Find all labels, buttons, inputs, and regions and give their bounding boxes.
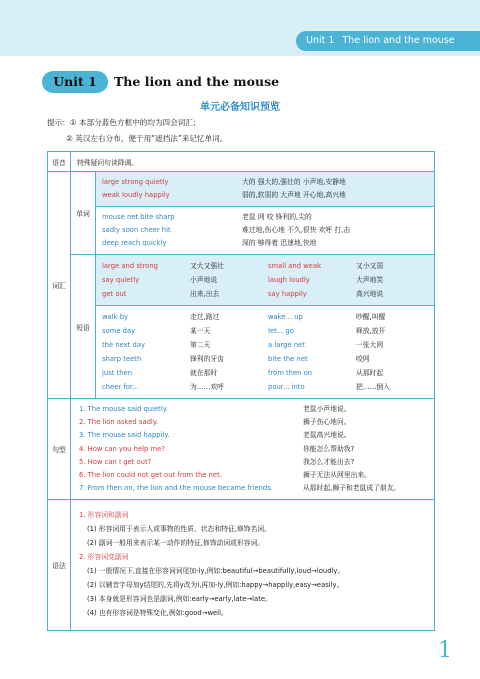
section-subtitle: 单元必备知识预览 — [200, 102, 280, 113]
phrases-group-1 — [96, 255, 435, 306]
phrase-row: walk by 走过,路过 wake... up 吵醒,叫醒 — [102, 313, 386, 321]
grammar-heading-2: 2. 形容词变副词 — [79, 553, 129, 562]
grammar-line: (1) 一般情况下,直接在形容词词尾加-ly,例如:beautiful→beautifully,loud→loudly。 — [87, 567, 345, 576]
sentence-row: 1. The mouse said quietly. 老鼠小声地说。 — [79, 405, 351, 413]
phrase-row: say quietly 小声地说 laugh loudly 大声地笑 — [102, 276, 384, 284]
phrase-row: get out 出来,出去 say happily 高兴地说 — [102, 290, 384, 298]
unit-title: The lion and the mouse — [114, 74, 280, 89]
word-row: large strong quietly 大的 强大的,强壮的 小声地,安静地 — [102, 178, 346, 186]
sentence-row: 7. From then on, the lion and the mouse became friends. 从那时起,狮子和老鼠成了朋友。 — [79, 484, 401, 493]
sub-label-danci: 单词 — [71, 172, 96, 255]
unit-badge: Unit 1 — [42, 71, 108, 93]
grammar-line: (2) 副词一般用来表示某一动作的特征,修饰动词或形容词。 — [87, 539, 265, 548]
phrase-row: just then 就在那时 from then on 从那时起 — [102, 369, 384, 377]
section-label-yuyin: 语音 — [48, 152, 71, 172]
sub-label-duanyu: 短语 — [71, 255, 96, 399]
sentence-row: 6. The lion could not get out from the net. 狮子无法从网里出来。 — [79, 471, 371, 480]
header-unit: Unit 1 — [306, 35, 335, 46]
word-row: sadly soon cheer hit 难过地,伤心地 不久,很快 欢呼 打,击 — [102, 226, 351, 234]
phrase-row: cheer for... 为……欢呼 pour... into 把……倒入 — [102, 383, 390, 391]
words-group-1 — [96, 172, 435, 207]
word-row: weak loudly happily 弱的,软弱的 大声地 开心地,高兴地 — [102, 191, 346, 199]
section-label-yufa: 语法 — [48, 500, 71, 631]
page-header — [0, 0, 480, 56]
grammar-line: (1) 形容词用于表示人或事物的性质、状态和特征,修饰名词。 — [87, 525, 271, 534]
tip-line-1: 提示：① 本部分蓝色方框中的均为四会词汇； — [47, 118, 201, 127]
phrase-row: large and strong 又大又强壮 small and weak 又小又弱 — [102, 262, 384, 270]
yuyin-text: 特殊疑问句读降调。 — [71, 152, 435, 172]
grammar-block — [71, 500, 435, 631]
tip-line-2: ② 英汉左右分布，便于用“遮挡法”来记忆单词。 — [66, 134, 228, 143]
header-tab — [296, 31, 480, 51]
sentence-row: 2. The lion asked sadly. 狮子伤心地问。 — [79, 418, 351, 427]
word-row: deep reach quickly 深的 够得着 迅速地,快地 — [102, 239, 317, 247]
phrase-row: sharp teeth 锋利的牙齿 bite the net 咬网 — [102, 355, 370, 363]
header-title: The lion and the mouse — [342, 35, 455, 46]
phrases-group-2 — [96, 306, 435, 399]
knowledge-table — [47, 151, 435, 631]
word-row: mouse net bite sharp 老鼠 网 咬 锋利的,尖的 — [102, 213, 312, 221]
grammar-line: (2) 以辅音字母加y结尾的,先将y改为i,再加-ly,例如:happy→happily,easy→easily。 — [87, 581, 344, 590]
sentence-row: 5. How can I get out? 我怎么才能出去? — [79, 457, 355, 466]
grammar-line: (4) 也有形容词是特殊变化,例如:good→well。 — [87, 609, 228, 618]
sentence-row: 3. The mouse said happily. 老鼠高兴地说。 — [79, 431, 351, 440]
page-number: 1 — [438, 638, 452, 663]
words-group-2 — [96, 207, 435, 255]
phrase-row: some day 某一天 let... go 释放,放开 — [102, 327, 386, 335]
section-label-cihui: 词汇 — [48, 172, 71, 399]
section-label-juxing: 句型 — [48, 399, 71, 500]
grammar-heading-1: 1. 形容词和副词 — [79, 511, 129, 520]
sentences-block — [71, 399, 435, 500]
grammar-line: (3) 本身就是形容词也是副词,例如:early→early,late→late。 — [87, 595, 272, 604]
phrase-row: the next day 第二天 a large net 一张大网 — [102, 341, 384, 349]
sentence-row: 4. How can you help me? 你能怎么帮助我? — [79, 444, 355, 453]
